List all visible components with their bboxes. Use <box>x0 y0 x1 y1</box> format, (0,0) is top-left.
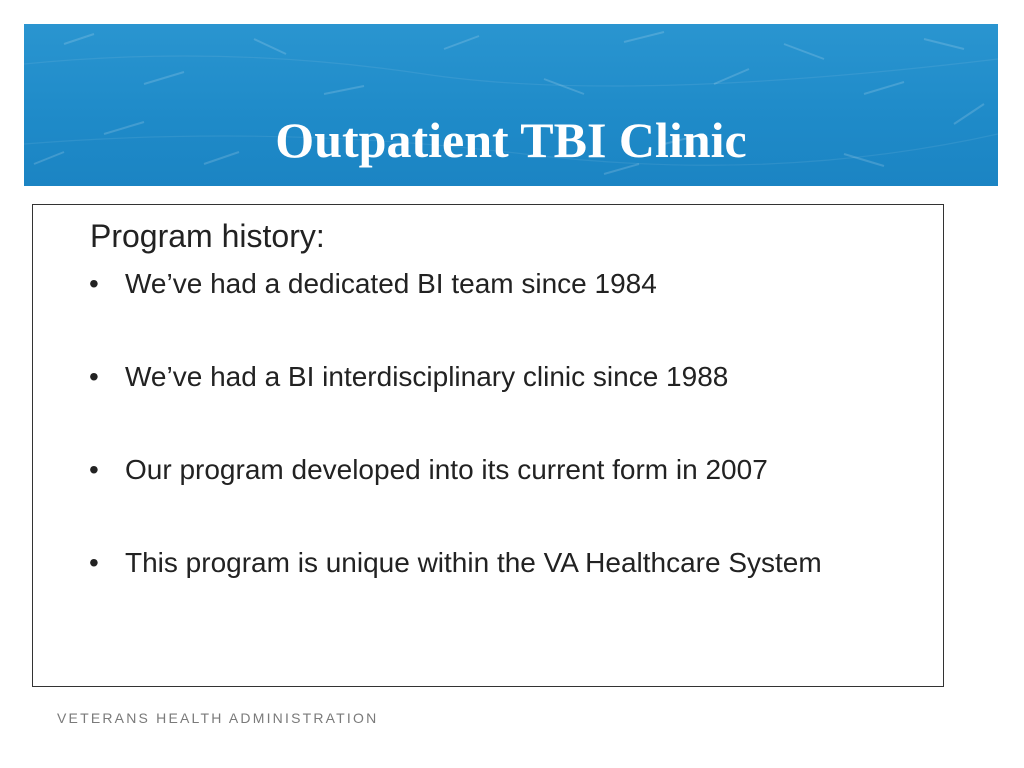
bullet-icon: • <box>89 361 99 392</box>
bullet-text: Our program developed into its current form in 2007 <box>125 454 768 485</box>
program-history-heading: Program history: <box>90 218 325 254</box>
bullet-text: This program is unique within the VA Healthcare System <box>125 547 822 578</box>
list-item <box>85 546 822 639</box>
list-item <box>85 267 822 360</box>
list-item <box>85 453 822 546</box>
footer-organization: VETERANS HEALTH ADMINISTRATION <box>57 710 379 726</box>
bullet-text: We’ve had a dedicated BI team since 1984 <box>125 268 657 299</box>
list-item <box>85 360 822 453</box>
slide-title: Outpatient TBI Clinic <box>275 112 747 168</box>
bullet-text: We’ve had a BI interdisciplinary clinic since 1988 <box>125 361 729 392</box>
bullet-icon: • <box>89 547 99 578</box>
bullet-icon: • <box>89 268 99 299</box>
content-box <box>32 204 944 687</box>
bullet-list <box>85 267 822 639</box>
title-banner <box>24 24 998 186</box>
bullet-icon: • <box>89 454 99 485</box>
